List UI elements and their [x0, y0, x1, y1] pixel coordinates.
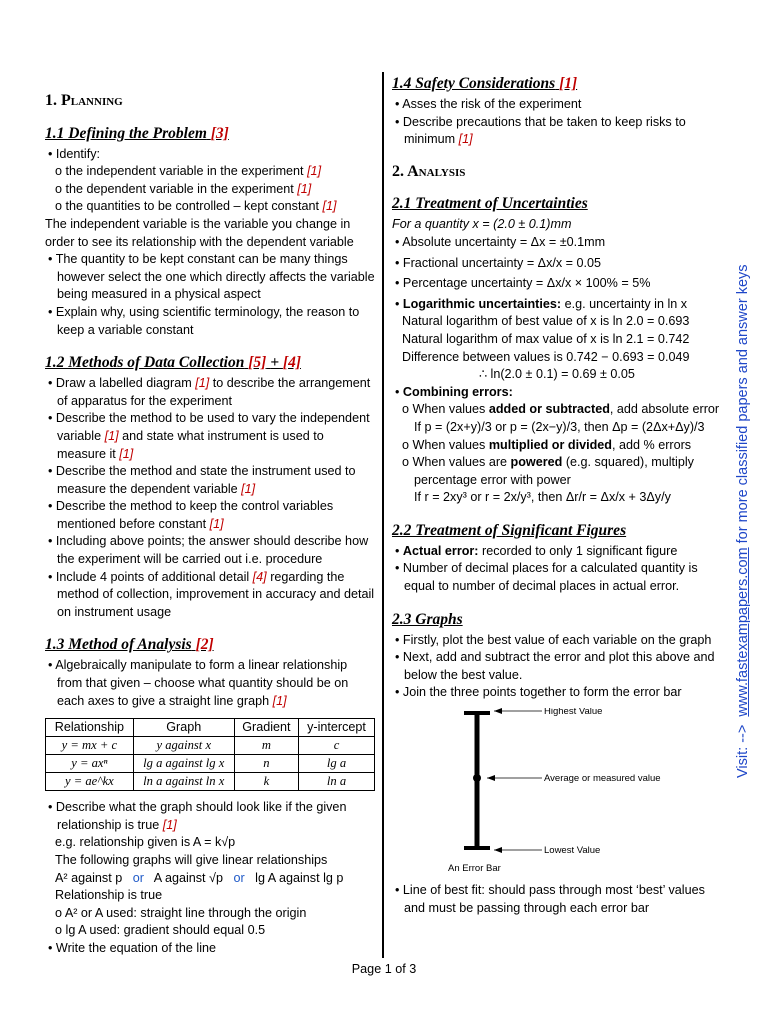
bullet-labelled-diagram: • Draw a labelled diagram [1] to describe the arrangement of apparatus for the experiment: [45, 375, 375, 410]
subsection-2-2-title: 2.2 Treatment of Significant Figures: [392, 521, 627, 539]
page-number: Page 1 of 3: [351, 962, 417, 976]
list-item-add-subtract: o When values added or subtracted, add absolute error: [392, 401, 722, 419]
error-bar-figure: [442, 708, 722, 878]
bullet-equation-of-line: • Write the equation of the line: [45, 940, 375, 958]
bullet-measure-dependent: • Describe the method and state the instrument used to measure the dependent variable [1]: [45, 463, 375, 498]
bullet-procedure: • Including above points; the answer should describe how the experiment will be carried out i.e. procedure: [45, 533, 375, 568]
following-graphs-note: The following graphs will give linear relationships: [55, 853, 328, 867]
bullet-actual-error: • Actual error: recorded to only 1 significant figure: [392, 543, 722, 561]
subsection-1-1-title: 1.1 Defining the Problem [3]: [45, 124, 229, 142]
table-cell: k: [234, 773, 298, 791]
table-cell: y = axⁿ: [46, 755, 134, 773]
table-cell: c: [299, 737, 375, 755]
table-cell: ln a against ln x: [133, 773, 234, 791]
right-column: [392, 72, 722, 917]
bullet-combining-errors: • Combining errors:: [392, 384, 722, 402]
independent-variable-note: The independent variable is the variable you change in order to see its relationship with the dependent variable: [45, 216, 354, 249]
arrowhead-lowest: [494, 847, 502, 853]
error-bar-midpoint: [473, 774, 481, 782]
identify-bullet: • Identify:: [45, 146, 375, 164]
example-relationship: e.g. relationship given is A = k√p: [55, 835, 236, 850]
table-row: [46, 737, 375, 755]
relationship-true: Relationship is true: [55, 888, 163, 903]
column-divider: [382, 72, 384, 958]
bullet-logarithmic-uncertainty: • Logarithmic uncertainties: e.g. uncertainty in ln x: [392, 296, 722, 314]
bullet-constant-quantity: • The quantity to be kept constant can be many things however select the one which directly affects the variable being measured in a physical aspect: [45, 251, 375, 304]
bullet-graph-shape: • Describe what the graph should look like if the given relationship is true [1]: [45, 799, 375, 834]
list-item-multiply-divide: o When values multiplied or divided, add % errors: [392, 437, 722, 455]
table-header: Relationship: [46, 719, 134, 737]
section-title-planning: 1. Planning: [45, 92, 123, 109]
table-cell: n: [234, 755, 298, 773]
bullet-percentage-uncertainty: • Percentage uncertainty = Δx/x × 100% = 5%: [392, 275, 722, 293]
bullet-plot-best-value: • Firstly, plot the best value of each variable on the graph: [392, 632, 722, 650]
subsection-2-3-title: 2.3 Graphs: [392, 610, 463, 628]
bullet-precautions: • Describe precautions that be taken to keep risks to minimum [1]: [392, 114, 722, 149]
table-cell: y = ae^kx: [46, 773, 134, 791]
arrowhead-highest: [494, 708, 502, 714]
bullet-add-subtract-error: • Next, add and subtract the error and plot this above and below the best value.: [392, 649, 722, 684]
left-column: [45, 78, 375, 958]
table-cell: lg a: [299, 755, 375, 773]
powered-equation: If r = 2xy³ or r = 2x/y³, then Δr/r = Δx/x + 3Δy/y: [414, 490, 671, 505]
ln-difference: Difference between values is 0.742 − 0.693 = 0.049: [402, 349, 690, 364]
add-subtract-equation: If p = (2x+y)/3 or p = (2x−y)/3, then Δp = (2Δx+Δy)/3: [414, 419, 705, 434]
promo-link[interactable]: www.fastexampapers.com: [735, 547, 751, 717]
table-row: [46, 773, 375, 791]
graph-options: A² against p or A against √p or lg A against lg p: [55, 870, 344, 885]
bullet-join-points: • Join the three points together to form the error bar: [392, 684, 722, 702]
bullet-fractional-uncertainty: • Fractional uncertainty = Δx/x = 0.05: [392, 255, 722, 273]
bullet-decimal-places: • Number of decimal places for a calculated quantity is equal to number of decimal places in actual error.: [392, 560, 722, 595]
bullet-linear-relationship: • Algebraically manipulate to form a linear relationship from that given – choose what quantity should be on each axes to give a straight line graph [1]: [45, 657, 375, 710]
table-cell: y against x: [133, 737, 234, 755]
ln-best-value: Natural logarithm of best value of x is ln 2.0 = 0.693: [402, 314, 690, 329]
subsection-1-3-title: 1.3 Method of Analysis [2]: [45, 636, 214, 654]
list-item: o the independent variable in the experiment [1]: [45, 163, 375, 181]
table-header-row: [46, 719, 375, 737]
bullet-explain-why: • Explain why, using scientific terminology, the reason to keep a variable constant: [45, 304, 375, 339]
subsection-1-4-title: 1.4 Safety Considerations [1]: [392, 75, 578, 92]
label-lowest-value: Lowest Value: [544, 845, 601, 857]
bullet-absolute-uncertainty: • Absolute uncertainty = Δx = ±0.1mm: [392, 234, 722, 252]
label-highest-value: Highest Value: [544, 708, 603, 718]
table-header: y-intercept: [299, 719, 375, 737]
label-average-value: Average or measured value: [544, 773, 661, 785]
table-cell: lg a against lg x: [133, 755, 234, 773]
table-header: Graph: [133, 719, 234, 737]
side-promo-text: Visit: --> www.fastexampapers.com for more classified papers and answer keys: [735, 264, 751, 778]
relationship-table: [45, 718, 375, 791]
list-item: o the dependent variable in the experiment [1]: [45, 181, 375, 199]
bullet-control-variables: • Describe the method to keep the control variables mentioned before constant [1]: [45, 498, 375, 533]
bullet-assess-risk: • Asses the risk of the experiment: [392, 96, 722, 114]
ln-max-value: Natural logarithm of max value of x is ln 2.1 = 0.742: [402, 331, 690, 346]
bullet-vary-independent: • Describe the method to be used to vary the independent variable [1] and state what instrument is used to measure it [1]: [45, 410, 375, 463]
list-item: o A² or A used: straight line through the origin: [45, 905, 375, 923]
table-header: Gradient: [234, 719, 298, 737]
subsection-1-2-title: 1.2 Methods of Data Collection [5] + [4]: [45, 354, 301, 372]
table-cell: y = mx + c: [46, 737, 134, 755]
bullet-additional-detail: • Include 4 points of additional detail [4] regarding the method of collection, improvement in accuracy and detail on instrument usage: [45, 569, 375, 622]
subsection-2-1-title: 2.1 Treatment of Uncertainties: [392, 195, 588, 213]
bullet-line-of-best-fit: • Line of best fit: should pass through most ‘best’ values and must be passing through each error bar: [392, 882, 722, 917]
section-title-analysis: 2. Analysis: [392, 162, 466, 180]
ln-result: ∴ ln(2.0 ± 0.1) = 0.69 ± 0.05: [479, 367, 635, 382]
table-cell: ln a: [299, 773, 375, 791]
table-cell: m: [234, 737, 298, 755]
list-item-powered: o When values are powered (e.g. squared), multiply percentage error with power: [392, 454, 722, 489]
table-row: [46, 755, 375, 773]
arrowhead-average: [487, 775, 495, 781]
quantity-example: For a quantity x = (2.0 ± 0.1)mm: [392, 217, 572, 232]
list-item: o lg A used: gradient should equal 0.5: [45, 922, 375, 940]
list-item: o the quantities to be controlled – kept constant [1]: [45, 198, 375, 216]
figure-caption: An Error Bar: [448, 863, 501, 875]
